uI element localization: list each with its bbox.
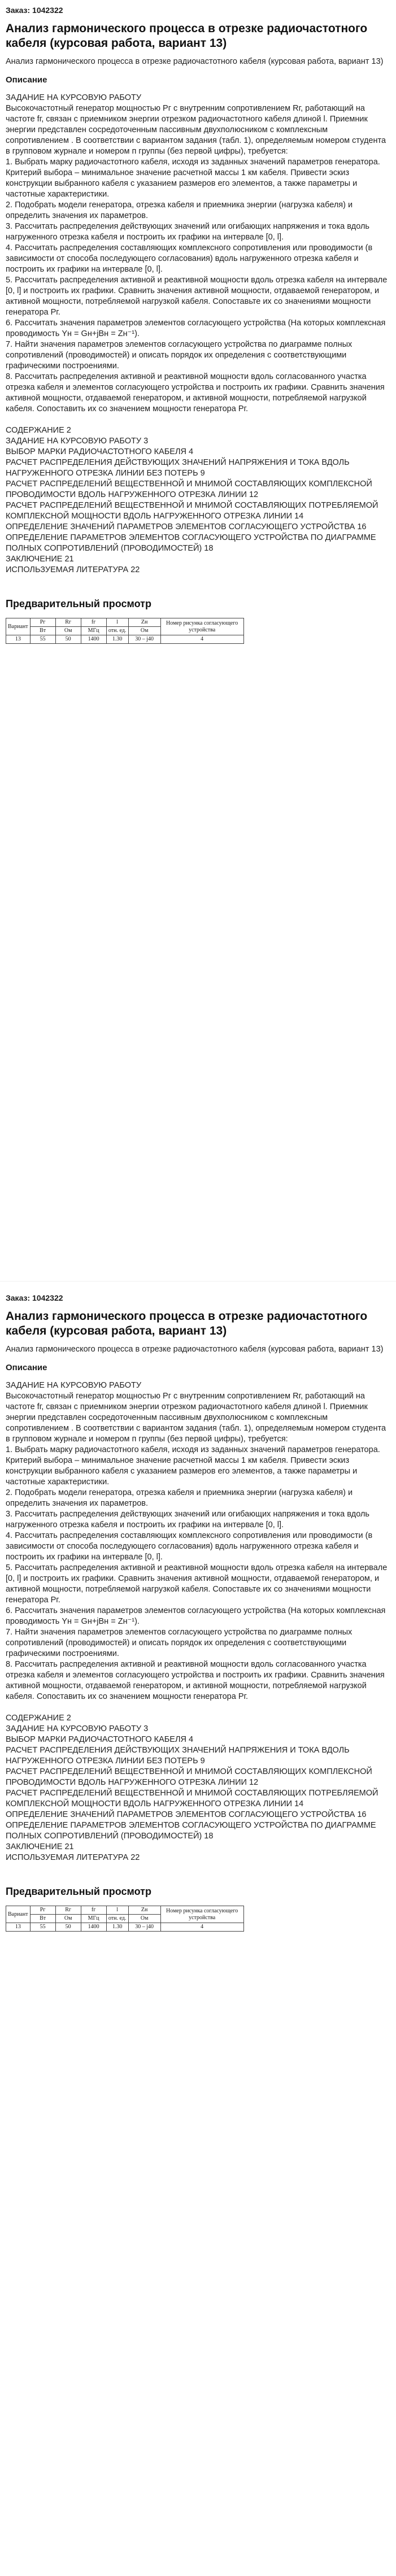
section-heading-description: Описание <box>6 75 47 85</box>
variant-table <box>6 618 244 644</box>
preview-heading: Предварительный просмотр <box>6 1886 151 1897</box>
document-subtitle: Анализ гармонического процесса в отрезке радиочастотного кабеля (курсовая работа, вариант 13) <box>6 1345 384 1354</box>
table-cell: 50 <box>55 1923 81 1932</box>
table-row <box>6 1923 244 1932</box>
document-title: Анализ гармонического процесса в отрезке радиочастотного кабеля (курсовая работа, вариант 13) <box>6 1310 368 1337</box>
table-cell: 30 – j40 <box>128 1923 160 1932</box>
document-subtitle: Анализ гармонического процесса в отрезке радиочастотного кабеля (курсовая работа, вариант 13) <box>6 57 384 66</box>
table-cell: 55 <box>30 635 55 644</box>
table-header-cell: Pг <box>30 618 55 627</box>
table-header-cell: Номер рисунка согласующего устройства <box>160 618 243 635</box>
table-header-cell: l <box>106 618 128 627</box>
table-header-cell: Rг <box>55 1906 81 1915</box>
table-header-row <box>6 1906 244 1915</box>
table-cell: 4 <box>160 635 243 644</box>
table-cell: 50 <box>55 635 81 644</box>
table-unit-cell: Ом <box>128 627 160 635</box>
description-body: ЗАДАНИЕ НА КУРСОВУЮ РАБОТУ Высокочастотный генератор мощностью Pг с внутренним сопротивлением Rг, работающий на частоте fг, связан с приемником энергии отрезком радиочастотного кабеля длиной l. Приемник энергии представлен сосредоточенным пассивным двухполюсником с комплексным сопротивлением . В соответствии с вариантом задания (табл. 1), определяемым номером студента в групповом журнале и номером п группы (без первой цифры), требуется: 1. Выбрать марку радиочастотного кабеля, исходя из заданных значений параметров генератора. Критерий выбора – минимальное значение расчетной массы 1 км кабеля. Привести эскиз конструкции выбранного кабеля с указанием размеров его элементов, а также параметры и частотные характеристики. 2. Подобрать модели генератора, отрезка кабеля и приемника энергии (нагрузка кабеля) и определить значения их параметров. 3. Рассчитать распределения действующих значений или огибающих напряжения и тока вдоль нагруженного отрезка кабеля и построить их графики на интервале [0, l]. 4. Рассчитать распределения составляющих комплексного сопротивления или проводимости (в зависимости от способа последующего согласования) вдоль нагруженного отрезка кабеля и построить их графики на интервале [0, l]. 5. Рассчитать распределения активной и реактивной мощности вдоль отрезка кабеля на интервале [0, l] и построить их графики. Сравнить значения активной мощности, отдаваемой генератором, и активной мощности, потребляемой нагрузкой кабеля. Сопоставьте их со значениями мощности генератора Pг. 6. Рассчитать значения параметров элементов согласующего устройства (На которых комплексная проводимость Yн = Gн+jBн = Zн⁻¹). 7. Найти значения параметров элементов согласующего устройства по диаграмме полных сопротивлений (проводимостей) и описать порядок их определения с соответствующими графическими построениями. 8. Рассчитать распределения активной и реактивной мощности вдоль согласованного участка отрезка кабеля и элементов согласующего устройства и построить их графики. Сравнить значения активной мощности, отдаваемой генератором, и активной мощности, потребляемой нагрузкой кабеля. Сопоставить их со значением мощности генератора Pг. СОДЕРЖАНИЕ 2 ЗАДАНИЕ НА КУРСОВУЮ РАБОТУ 3 ВЫБОР МАРКИ РАДИОЧАСТОТНОГО КАБЕЛЯ 4 РАСЧЕТ РАСПРЕДЕЛЕНИЯ ДЕЙСТВУЮЩИХ ЗНАЧЕНИЙ НАПРЯЖЕНИЯ И ТОКА ВДОЛЬ НАГРУЖЕННОГО ОТРЕЗКА ЛИНИИ БЕЗ ПОТЕРЬ 9 РАСЧЕТ РАСПРЕДЕЛЕНИЙ ВЕЩЕСТВЕННОЙ И МНИМОЙ СОСТАВЛЯЮЩИХ КОМПЛЕКСНОЙ ПРОВОДИМОСТИ ВДОЛЬ НАГРУЖЕННОГО ОТРЕЗКА ЛИНИИ 12 РАСЧЕТ РАСПРЕДЕЛЕНИЙ ВЕЩЕСТВЕННОЙ И МНИМОЙ СОСТАВЛЯЮЩИХ ПОТРЕБЛЯЕМОЙ КОМПЛЕКСНОЙ МОЩНОСТИ ВДОЛЬ НАГРУЖЕННОГО ОТРЕЗКА ЛИНИИ 14 ОПРЕДЕЛЕНИЕ ЗНАЧЕНИЙ ПАРАМЕТРОВ ЭЛЕМЕНТОВ СОГЛАСУЮЩЕГО УСТРОЙСТВА 16 ОПРЕДЕЛЕНИЕ ПАРАМЕТРОВ ЭЛЕМЕНТОВ СОГЛАСУЮЩЕГО УСТРОЙСТВА ПО ДИАГРАММЕ ПОЛНЫХ СОПРОТИВЛЕНИЙ (ПРОВОДИМОСТЕЙ) 18 ЗАКЛЮЧЕНИЕ 21 ИСПОЛЬЗУЕМАЯ ЛИТЕРАТУРА 22 <box>6 1381 388 1862</box>
table-unit-cell: Вт <box>30 1915 55 1923</box>
table-header-cell: fг <box>81 618 106 627</box>
table-cell: 4 <box>160 1923 243 1932</box>
table-header-cell: Вариант <box>6 1906 31 1923</box>
table-header-cell: Вариант <box>6 618 31 635</box>
table-cell: 13 <box>6 1923 31 1932</box>
description-body: ЗАДАНИЕ НА КУРСОВУЮ РАБОТУ Высокочастотный генератор мощностью Pг с внутренним сопротивлением Rг, работающий на частоте fг, связан с приемником энергии отрезком радиочастотного кабеля длиной l. Приемник энергии представлен сосредоточенным пассивным двухполюсником с комплексным сопротивлением . В соответствии с вариантом задания (табл. 1), определяемым номером студента в групповом журнале и номером п группы (без первой цифры), требуется: 1. Выбрать марку радиочастотного кабеля, исходя из заданных значений параметров генератора. Критерий выбора – минимальное значение расчетной массы 1 км кабеля. Привести эскиз конструкции выбранного кабеля с указанием размеров его элементов, а также параметры и частотные характеристики. 2. Подобрать модели генератора, отрезка кабеля и приемника энергии (нагрузка кабеля) и определить значения их параметров. 3. Рассчитать распределения действующих значений или огибающих напряжения и тока вдоль нагруженного отрезка кабеля и построить их графики на интервале [0, l]. 4. Рассчитать распределения составляющих комплексного сопротивления или проводимости (в зависимости от способа последующего согласования) вдоль нагруженного отрезка кабеля и построить их графики на интервале [0, l]. 5. Рассчитать распределения активной и реактивной мощности вдоль отрезка кабеля на интервале [0, l] и построить их графики. Сравнить значения активной мощности, отдаваемой генератором, и активной мощности, потребляемой нагрузкой кабеля. Сопоставьте их со значениями мощности генератора Pг. 6. Рассчитать значения параметров элементов согласующего устройства (На которых комплексная проводимость Yн = Gн+jBн = Zн⁻¹). 7. Найти значения параметров элементов согласующего устройства по диаграмме полных сопротивлений (проводимостей) и описать порядок их определения с соответствующими графическими построениями. 8. Рассчитать распределения активной и реактивной мощности вдоль согласованного участка отрезка кабеля и элементов согласующего устройства и построить их графики. Сравнить значения активной мощности, отдаваемой генератором, и активной мощности, потребляемой нагрузкой кабеля. Сопоставить их со значением мощности генератора Pг. СОДЕРЖАНИЕ 2 ЗАДАНИЕ НА КУРСОВУЮ РАБОТУ 3 ВЫБОР МАРКИ РАДИОЧАСТОТНОГО КАБЕЛЯ 4 РАСЧЕТ РАСПРЕДЕЛЕНИЯ ДЕЙСТВУЮЩИХ ЗНАЧЕНИЙ НАПРЯЖЕНИЯ И ТОКА ВДОЛЬ НАГРУЖЕННОГО ОТРЕЗКА ЛИНИИ БЕЗ ПОТЕРЬ 9 РАСЧЕТ РАСПРЕДЕЛЕНИЙ ВЕЩЕСТВЕННОЙ И МНИМОЙ СОСТАВЛЯЮЩИХ КОМПЛЕКСНОЙ ПРОВОДИМОСТИ ВДОЛЬ НАГРУЖЕННОГО ОТРЕЗКА ЛИНИИ 12 РАСЧЕТ РАСПРЕДЕЛЕНИЙ ВЕЩЕСТВЕННОЙ И МНИМОЙ СОСТАВЛЯЮЩИХ ПОТРЕБЛЯЕМОЙ КОМПЛЕКСНОЙ МОЩНОСТИ ВДОЛЬ НАГРУЖЕННОГО ОТРЕЗКА ЛИНИИ 14 ОПРЕДЕЛЕНИЕ ЗНАЧЕНИЙ ПАРАМЕТРОВ ЭЛЕМЕНТОВ СОГЛАСУЮЩЕГО УСТРОЙСТВА 16 ОПРЕДЕЛЕНИЕ ПАРАМЕТРОВ ЭЛЕМЕНТОВ СОГЛАСУЮЩЕГО УСТРОЙСТВА ПО ДИАГРАММЕ ПОЛНЫХ СОПРОТИВЛЕНИЙ (ПРОВОДИМОСТЕЙ) 18 ЗАКЛЮЧЕНИЕ 21 ИСПОЛЬЗУЕМАЯ ЛИТЕРАТУРА 22 <box>6 93 388 574</box>
table-unit-cell: МГц <box>81 627 106 635</box>
table-header-cell: fг <box>81 1906 106 1915</box>
preview-heading: Предварительный просмотр <box>6 598 151 609</box>
table-unit-cell: Ом <box>55 1915 81 1923</box>
table-cell: 1400 <box>81 1923 106 1932</box>
table-header-cell: l <box>106 1906 128 1915</box>
document-copy-1 <box>6 6 390 644</box>
table-unit-cell: Вт <box>30 627 55 635</box>
document-copy-2 <box>6 1293 390 1932</box>
table-header-cell: Zн <box>128 618 160 627</box>
table-cell: 30 – j40 <box>128 635 160 644</box>
table-unit-cell: отн. ед. <box>106 1915 128 1923</box>
table-header-row <box>6 618 244 627</box>
table-header-cell: Pг <box>30 1906 55 1915</box>
table-cell: 1.30 <box>106 635 128 644</box>
table-unit-cell: Ом <box>55 627 81 635</box>
table-header-cell: Rг <box>55 618 81 627</box>
variant-table <box>6 1906 244 1932</box>
document-title: Анализ гармонического процесса в отрезке радиочастотного кабеля (курсовая работа, вариант 13) <box>6 22 368 50</box>
table-cell: 1.30 <box>106 1923 128 1932</box>
table-cell: 13 <box>6 635 31 644</box>
table-cell: 55 <box>30 1923 55 1932</box>
table-cell: 1400 <box>81 635 106 644</box>
table-unit-cell: Ом <box>128 1915 160 1923</box>
table-unit-cell: МГц <box>81 1915 106 1923</box>
table-unit-cell: отн. ед. <box>106 627 128 635</box>
table-row <box>6 635 244 644</box>
order-number: Заказ: 1042322 <box>6 6 63 15</box>
order-number: Заказ: 1042322 <box>6 1293 63 1302</box>
copy-divider <box>0 1281 396 1282</box>
table-header-cell: Номер рисунка согласующего устройства <box>160 1906 243 1923</box>
section-heading-description: Описание <box>6 1363 47 1372</box>
table-header-cell: Zн <box>128 1906 160 1915</box>
